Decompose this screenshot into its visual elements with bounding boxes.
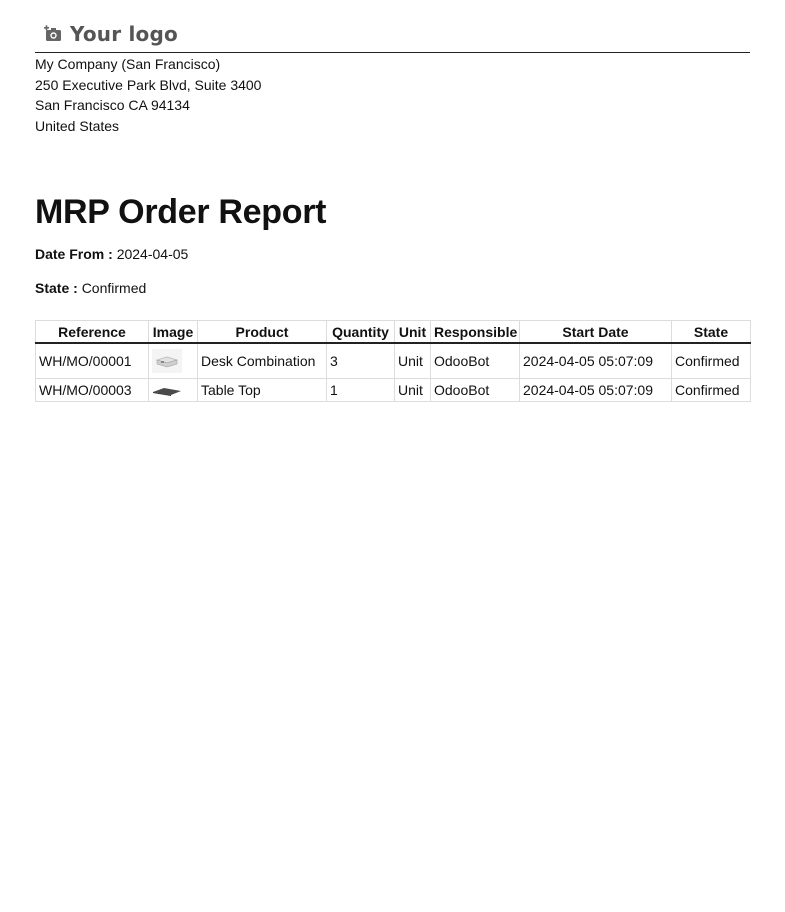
company-country: United States <box>35 117 120 134</box>
column-header-reference: Reference <box>36 321 149 344</box>
cell-quantity: 1 <box>327 379 395 402</box>
company-name: My Company (San Francisco) <box>35 56 221 72</box>
cell-image <box>149 379 198 402</box>
state-value: Confirmed <box>81 280 147 296</box>
date-from-label: Date From : <box>35 246 113 262</box>
company-address <box>35 54 261 136</box>
cell-product: Table Top <box>198 379 327 402</box>
state-line <box>35 280 146 296</box>
cell-reference: WH/MO/00001 <box>36 343 149 379</box>
table-header-row <box>36 321 751 344</box>
cell-unit: Unit <box>395 343 431 379</box>
date-from-value: 2024-04-05 <box>116 246 189 262</box>
cell-state: Confirmed <box>672 343 751 379</box>
company-city: San Francisco CA 94134 <box>35 97 190 113</box>
cell-reference: WH/MO/00003 <box>36 379 149 402</box>
column-header-responsible: Responsible <box>431 321 520 344</box>
orders-table <box>35 320 751 402</box>
table-top-thumbnail <box>152 384 182 398</box>
table-row <box>36 379 751 402</box>
state-label: State : <box>35 280 78 296</box>
company-logo <box>43 20 178 48</box>
column-header-image: Image <box>149 321 198 344</box>
cell-state: Confirmed <box>672 379 751 402</box>
camera-plus-icon <box>43 24 63 44</box>
cell-quantity: 3 <box>327 343 395 379</box>
column-header-quantity: Quantity <box>327 321 395 344</box>
report-header <box>35 16 750 53</box>
report-title: MRP Order Report <box>35 193 327 231</box>
cell-start-date: 2024-04-05 05:07:09 <box>520 343 672 379</box>
date-from-line <box>35 246 188 262</box>
column-header-start-date: Start Date <box>520 321 672 344</box>
logo-text: Your logo <box>70 22 178 46</box>
cell-responsible: OdooBot <box>431 379 520 402</box>
cell-image <box>149 343 198 379</box>
column-header-product: Product <box>198 321 327 344</box>
desk-combination-thumbnail <box>152 349 182 373</box>
table-row <box>36 343 751 379</box>
cell-start-date: 2024-04-05 05:07:09 <box>520 379 672 402</box>
company-street: 250 Executive Park Blvd, Suite 3400 <box>35 76 262 93</box>
cell-unit: Unit <box>395 379 431 402</box>
column-header-unit: Unit <box>395 321 431 344</box>
cell-responsible: OdooBot <box>431 343 520 379</box>
cell-product: Desk Combination <box>198 343 327 379</box>
column-header-state: State <box>672 321 751 344</box>
